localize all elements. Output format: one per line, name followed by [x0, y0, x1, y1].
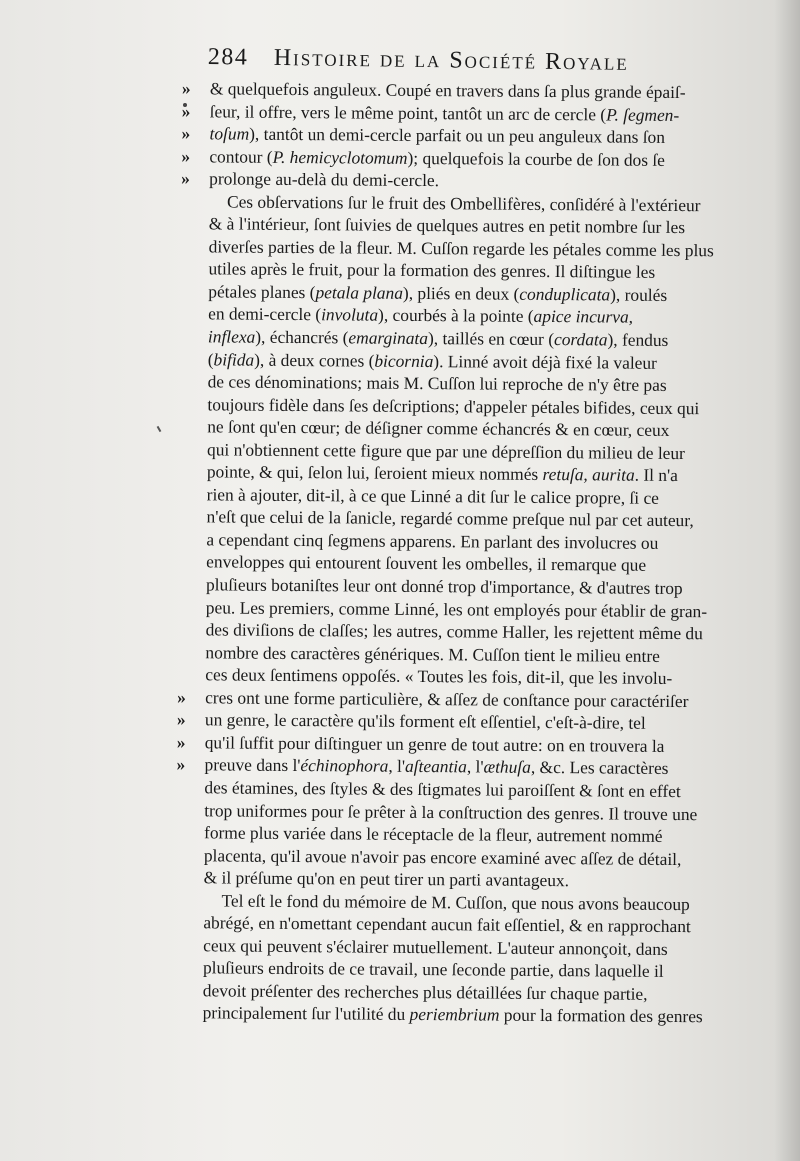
text-run: placenta, qu'il avoue n'avoir pas encore examiné avec aſſez de détail, — [203, 844, 682, 869]
text-run: ceux qui peuvent s'éclairer mutuellement. L'auteur annonçoit, dans — [203, 935, 668, 959]
text-run: trop uniformes pour ſe prêter à la conſtruction des genres. Il trouve une — [204, 799, 698, 824]
text-run: forme plus variée dans le réceptacle de la fleur, autrement nommé — [203, 822, 663, 846]
italic-term: retuſa, aurita — [542, 464, 635, 485]
text-run: pour la formation des genres — [499, 1005, 703, 1027]
text-run: ne ſont qu'en cœur; de déſigner comme échancrés & en cœur, ceux — [207, 416, 670, 441]
text-run: ſeur, il offre, vers le même point, tantôt un arc de cercle ( — [209, 100, 607, 124]
text-run: . Il n'a — [634, 464, 678, 486]
text-run: & quelquefois anguleux. Coupé en travers dans ſa plus grande épaiſ- — [209, 78, 686, 103]
quote-mark: » — [181, 168, 190, 189]
text-run: qui n'obtiennent cette figure que par une dépreſſion du milieu de leur — [207, 439, 685, 463]
quote-mark: » — [181, 78, 191, 99]
text-line — [161, 1001, 773, 1028]
text-run: preuve dans l' — [204, 754, 301, 776]
text-run: Ces obſervations ſur le fruit des Ombellifères, conſidéré à l'extérieur — [226, 191, 701, 215]
text-run: pétales planes ( — [208, 281, 316, 303]
italic-term: P. ſegmen- — [606, 103, 680, 125]
italic-term: P. hemicyclotomum — [272, 146, 408, 168]
text-run: un genre, le caractère qu'ils forment eſt eſſentiel, c'eſt-à-dire, tel — [204, 709, 646, 734]
italic-term: emarginata — [348, 327, 429, 349]
quote-mark: » — [176, 731, 186, 753]
text-run: n'eſt que celui de la ſanicle, regardé comme preſque nul par cet auteur, — [206, 506, 694, 531]
text-run: & à l'intérieur, ſont ſuivies de quelques autres en petit nombre ſur les — [208, 213, 686, 238]
italic-term: inflexa — [207, 326, 256, 347]
text-run: peu. Les premiers, comme Linné, les ont employés pour établir de gran- — [205, 596, 708, 621]
italic-term: apice incurva, — [533, 306, 634, 328]
text-run: , &c. Les caractères — [530, 757, 669, 779]
italic-term: conduplicata — [519, 283, 611, 305]
italic-term: æthuſa — [483, 756, 531, 778]
text-run: ), roulés — [610, 284, 668, 305]
text-run: pointe, & qui, ſelon lui, ſeroient mieux nommés — [206, 461, 543, 485]
text-run: ), tantôt un demi-cercle parfait ou un peu anguleux dans ſon — [249, 123, 666, 147]
text-run: devoit préſenter des recherches plus détaillées ſur chaque partie, — [202, 980, 648, 1004]
text-run: a cependant cinq ſegmens apparens. En parlant des involucres ou — [206, 529, 659, 553]
text-run: ), taillés en cœur ( — [427, 328, 555, 350]
text-run: en demi-cercle ( — [208, 303, 322, 325]
text-run: ), échancrés ( — [255, 326, 349, 348]
text-run: qu'il ſuffit pour diſtinguer un genre de tout autre: on en trouvera la — [204, 732, 665, 756]
quote-mark: » — [176, 754, 186, 775]
quote-mark: » — [181, 123, 191, 144]
text-run: ( — [207, 348, 214, 369]
text-run: ), à deux cornes ( — [254, 349, 375, 371]
text-run: rien à ajouter, dit-il, à ce que Linné a dit ſur le calice propre, ſi ce — [206, 484, 660, 508]
quote-mark: » — [176, 709, 186, 730]
italic-term: aſteantia — [404, 756, 467, 777]
italic-term: toſum — [209, 123, 250, 144]
text-run: ), fendus — [607, 329, 669, 350]
italic-term: bicornia — [374, 350, 434, 371]
text-run: , l' — [388, 756, 406, 777]
italic-term: bifida — [213, 348, 255, 370]
text-run: ); quelquefois la courbe de ſon dos ſe — [407, 147, 666, 170]
italic-term: échinophora — [300, 755, 389, 777]
text-run: ). Linné avoit déjà fixé la valeur — [433, 350, 657, 373]
text-run: ), pliés en deux ( — [402, 282, 520, 304]
text-run: pluſieurs endroits de ce travail, une ſeconde partie, dans laquelle il — [202, 957, 664, 982]
text-run: pluſieurs botaniſtes leur ont donné trop d'importance, & d'autres trop — [205, 574, 683, 599]
italic-term: cordata — [553, 329, 608, 350]
text-run: & il préſume qu'on en peut tirer un parti avantageux. — [203, 867, 570, 891]
text-run: principalement ſur l'utilité du — [202, 1002, 410, 1025]
quote-mark: » — [177, 686, 186, 707]
text-run: prolonge au-delà du demi-cercle. — [209, 168, 440, 191]
text-run: ces deux ſentimens oppoſés. « Toutes les fois, dit-il, que les involu- — [205, 664, 673, 689]
text-run: de ces dénominations; mais M. Cuſſon lui reproche de n'y être pas — [207, 371, 667, 396]
quote-mark: » — [181, 145, 191, 166]
text-run: des étamines, des ſtyles & des ſtigmates lui paroiſſent & ſont en effet — [204, 777, 681, 802]
text-run: Tel eſt le fond du mémoire de M. Cuſſon, que nous avons beaucoup — [221, 890, 690, 914]
italic-term: involuta — [321, 304, 379, 326]
text-run: des diviſions de claſſes; les autres, comme Haller, les rejettent même du — [205, 619, 703, 644]
page-number: 284 — [207, 44, 249, 71]
text-run: cres ont une forme particulière, & aſſez de conſtance pour caractériſer — [205, 687, 689, 711]
text-run: abrégé, en n'omettant cependant aucun fait eſſentiel, & en rapprochant — [203, 912, 691, 937]
italic-term: petala plana — [315, 282, 404, 303]
quote-mark: » — [181, 100, 191, 121]
text-run: enveloppes qui entourent ſouvent les ombelles, il remarque que — [206, 551, 647, 576]
text-run: utiles après le fruit, pour la formation des genres. Il diſtingue les — [208, 258, 656, 283]
running-title: Histoire de la Société Royale — [273, 44, 629, 76]
text-run: nombre des caractères génériques. M. Cuſſon tient le milieu entre — [205, 641, 660, 666]
text-run: contour ( — [209, 145, 273, 167]
text-run: ), courbés à la pointe ( — [378, 305, 534, 327]
body-text — [161, 77, 780, 1029]
text-run: toujours fidèle dans ſes deſcriptions; d'appeler pétales bifides, ceux qui — [207, 393, 700, 418]
text-run: , l' — [466, 756, 484, 777]
margin-mark — [157, 426, 162, 432]
italic-term: periembrium — [409, 1004, 500, 1026]
text-run: diverſes parties de la fleur. M. Cuſſon regarde les pétales comme les plus — [208, 236, 714, 261]
